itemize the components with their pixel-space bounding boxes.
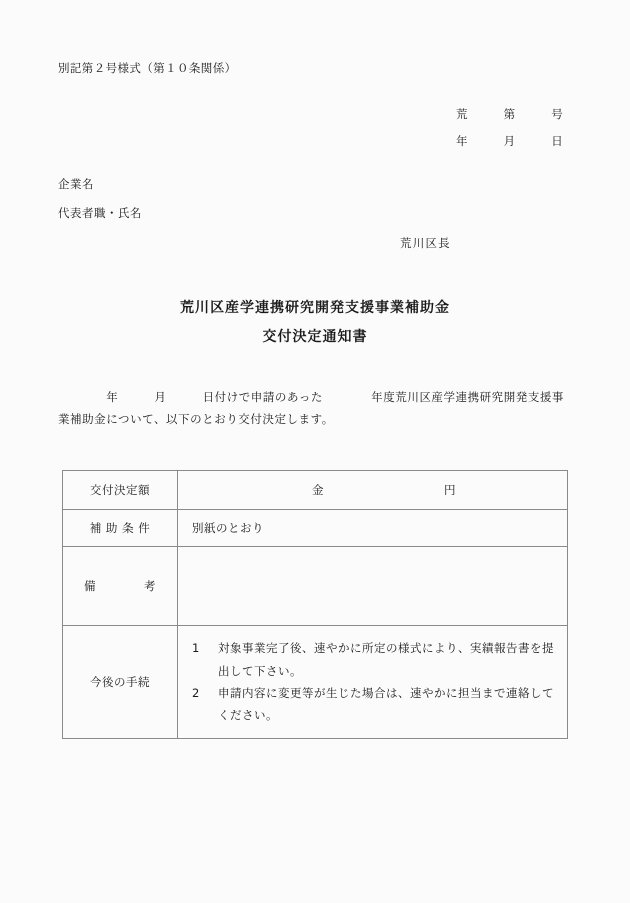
document-number-line: 荒 第 号 [456, 107, 564, 121]
table-label-remarks: 備 考 [63, 547, 178, 626]
decision-table [62, 470, 568, 739]
title-line-2: 交付決定通知書 [262, 329, 368, 345]
addressee-representative-label: 代表者職・氏名 [58, 206, 142, 220]
issuer-name: 荒川区長 [400, 236, 451, 250]
document-number-block [456, 106, 563, 160]
procedure-item-text: 申請内容に変更等が生じた場合は、速やかに担当まで連絡してください。 [218, 686, 554, 723]
addressee-company-label: 企業名 [58, 177, 94, 191]
table-row-conditions [63, 510, 568, 547]
title-line-1: 荒川区産学連携研究開発支援事業補助金 [180, 300, 450, 316]
body-paragraph-line-2: 業補助金について、以下のとおり交付決定します。 [58, 412, 334, 427]
table-value-remarks [178, 547, 568, 626]
procedure-item [192, 682, 555, 727]
addressee-block [58, 176, 142, 234]
table-value-conditions: 別紙のとおり [178, 510, 568, 547]
table-row-remarks [63, 547, 568, 626]
amount-value-text: 金 円 [312, 483, 456, 497]
table-label-conditions: 補 助 条 件 [63, 510, 178, 547]
table-label-amount: 交付決定額 [63, 471, 178, 510]
table-row-amount [63, 471, 568, 510]
body-paragraph-line-1: 年 月 日付けで申請のあった 年度荒川区産学連携研究開発支援事 [58, 390, 564, 404]
form-number: 別記第２号様式（第１０条関係） [58, 61, 237, 75]
document-date-line: 年 月 日 [456, 134, 564, 148]
table-value-procedures [178, 626, 568, 739]
procedure-item-number: 2 [192, 686, 200, 700]
body-paragraph [58, 386, 578, 431]
procedure-item-text: 対象事業完了後、速やかに所定の様式により、実績報告書を提出して下さい。 [218, 641, 554, 678]
procedure-item [192, 637, 555, 682]
table-label-procedures: 今後の手続 [63, 626, 178, 739]
page-title [0, 301, 630, 344]
table-value-amount [178, 471, 568, 510]
table-row-procedures [63, 626, 568, 739]
procedures-list [192, 637, 567, 727]
procedure-item-number: 1 [192, 641, 200, 656]
